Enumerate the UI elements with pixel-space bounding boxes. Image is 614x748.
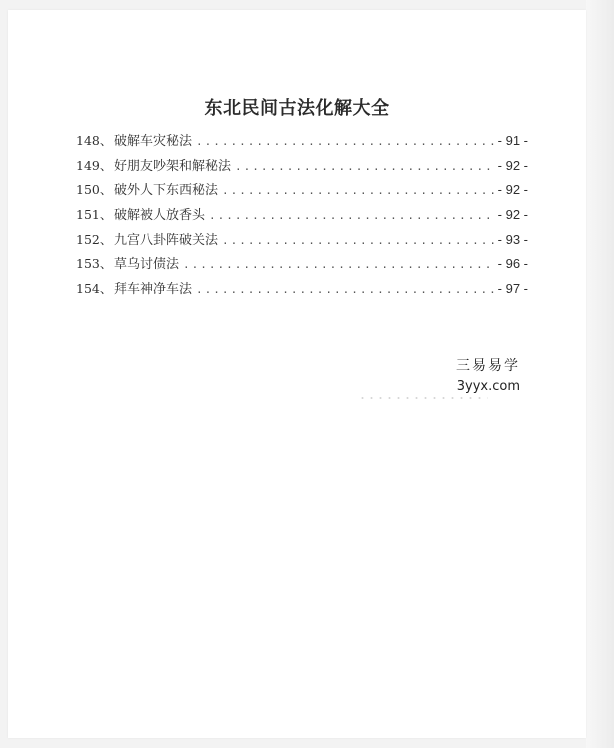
toc-entry-page: - 91 -	[497, 133, 528, 148]
toc-dot-leader	[196, 135, 494, 148]
toc-entry-number: 151、	[76, 207, 113, 223]
toc-entry-title: 破外人下东西秘法	[114, 183, 219, 199]
watermark-chinese: 三易易学	[456, 358, 520, 374]
toc-entry[interactable]	[76, 179, 528, 204]
toc-entry[interactable]	[76, 253, 528, 278]
toc-entry[interactable]	[76, 204, 528, 229]
toc-dot-leader	[183, 258, 494, 271]
toc-dot-leader	[222, 184, 494, 197]
toc-entry-page: - 96 -	[497, 256, 528, 272]
toc-entry[interactable]	[76, 278, 528, 303]
toc-entry-title: 破解被人放香头	[114, 208, 206, 224]
toc-entry[interactable]	[76, 229, 528, 254]
toc-entry-page: - 92 -	[497, 207, 528, 223]
toc-dot-leader	[235, 160, 494, 173]
toc-entry-number: 152、	[76, 231, 113, 247]
toc-entry-number: 154、	[76, 281, 113, 297]
toc-entry-title: 破解车灾秘法	[114, 134, 193, 149]
toc-entry-title: 草乌讨债法	[114, 257, 180, 273]
toc-dot-leader	[222, 234, 494, 247]
toc-entry-page: - 92 -	[497, 157, 528, 173]
page-edge-shadow	[586, 0, 614, 748]
toc-dot-leader	[196, 283, 494, 296]
toc-entry[interactable]	[76, 130, 528, 155]
watermark-site: 3yyx.com	[456, 379, 520, 394]
toc-dot-leader	[209, 209, 494, 222]
toc-entry-number: 149、	[76, 157, 113, 173]
toc-entry-number: 148、	[76, 133, 113, 148]
toc-entry-title: 好朋友吵架和解秘法	[114, 158, 232, 174]
table-of-contents	[76, 130, 528, 303]
toc-entry[interactable]	[76, 155, 528, 180]
toc-entry-page: - 97 -	[497, 281, 528, 297]
document-page	[8, 10, 586, 738]
toc-entry-number: 150、	[76, 182, 113, 198]
toc-entry-page: - 92 -	[497, 182, 528, 198]
document-title: 东北民间古法化解大全	[204, 98, 390, 119]
toc-entry-title: 九宫八卦阵破关法	[114, 232, 219, 248]
toc-entry-page: - 93 -	[497, 231, 528, 247]
watermark	[456, 355, 520, 394]
toc-entry-number: 153、	[76, 256, 113, 272]
toc-entry-title: 拜车神净车法	[114, 282, 193, 298]
faint-dots-decoration	[358, 397, 488, 399]
